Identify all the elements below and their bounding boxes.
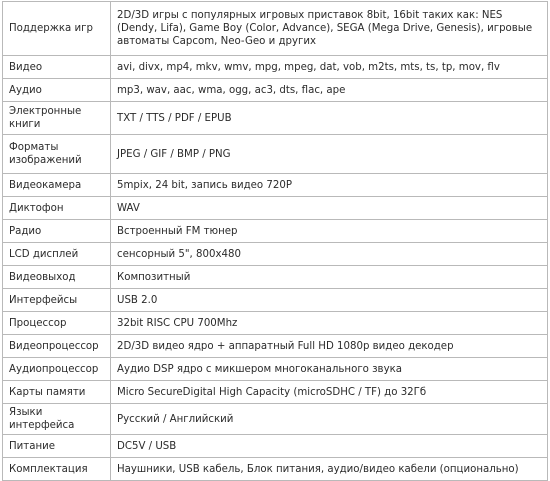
spec-key: Видеовыход <box>3 266 111 289</box>
table-row <box>3 243 548 266</box>
table-row <box>3 174 548 197</box>
spec-key: Электронные книги <box>3 102 111 135</box>
spec-value: avi, divx, mp4, mkv, wmv, mpg, mpeg, dat, vob, m2ts, mts, ts, tp, mov, flv <box>111 56 548 79</box>
table-row <box>3 435 548 458</box>
spec-key: Радио <box>3 220 111 243</box>
table-row <box>3 458 548 481</box>
spec-value: WAV <box>111 197 548 220</box>
table-row <box>3 2 548 56</box>
table-row <box>3 335 548 358</box>
table-row <box>3 102 548 135</box>
spec-value: 32bit RISC CPU 700Mhz <box>111 312 548 335</box>
table-row <box>3 381 548 404</box>
spec-key: Процессор <box>3 312 111 335</box>
spec-key: Видео <box>3 56 111 79</box>
spec-key: Языки интерфейса <box>3 404 111 435</box>
spec-key: Поддержка игр <box>3 2 111 56</box>
table-row <box>3 220 548 243</box>
spec-key: LCD дисплей <box>3 243 111 266</box>
spec-value: 2D/3D видео ядро + аппаратный Full HD 1080p видео декодер <box>111 335 548 358</box>
spec-key: Интерфейсы <box>3 289 111 312</box>
spec-key: Форматы изображений <box>3 135 111 174</box>
spec-key: Диктофон <box>3 197 111 220</box>
spec-value: USB 2.0 <box>111 289 548 312</box>
spec-key: Комплектация <box>3 458 111 481</box>
spec-key: Карты памяти <box>3 381 111 404</box>
spec-key: Видеокамера <box>3 174 111 197</box>
spec-value: сенсорный 5", 800x480 <box>111 243 548 266</box>
spec-key: Аудиопроцессор <box>3 358 111 381</box>
table-row <box>3 289 548 312</box>
spec-value: 2D/3D игры с популярных игровых приставок 8bit, 16bit таких как: NES (Dendy, Lifa), Game Boy (Color, Advance), SEGA (Mega Drive, Genesis), игровые автоматы Capcom, Neo-Geo и других <box>111 2 548 56</box>
table-row <box>3 197 548 220</box>
spec-value: Русский / Английский <box>111 404 548 435</box>
spec-value: Аудио DSP ядро с микшером многоканального звука <box>111 358 548 381</box>
table-row <box>3 266 548 289</box>
table-row <box>3 404 548 435</box>
spec-value: 5mpix, 24 bit, запись видео 720P <box>111 174 548 197</box>
spec-value: mp3, wav, aac, wma, ogg, ac3, dts, flac, ape <box>111 79 548 102</box>
spec-value: Micro SecureDigital High Capacity (microSDHC / TF) до 32Гб <box>111 381 548 404</box>
spec-key: Аудио <box>3 79 111 102</box>
table-row <box>3 135 548 174</box>
table-row <box>3 56 548 79</box>
spec-key: Питание <box>3 435 111 458</box>
specifications-table <box>2 1 548 481</box>
spec-value: Наушники, USB кабель, Блок питания, аудио/видео кабели (опционально) <box>111 458 548 481</box>
table-row <box>3 79 548 102</box>
spec-key: Видеопроцессор <box>3 335 111 358</box>
spec-value: DC5V / USB <box>111 435 548 458</box>
table-row <box>3 358 548 381</box>
spec-value: Композитный <box>111 266 548 289</box>
spec-value: JPEG / GIF / BMP / PNG <box>111 135 548 174</box>
spec-value: Встроенный FM тюнер <box>111 220 548 243</box>
table-row <box>3 312 548 335</box>
spec-value: TXT / TTS / PDF / EPUB <box>111 102 548 135</box>
